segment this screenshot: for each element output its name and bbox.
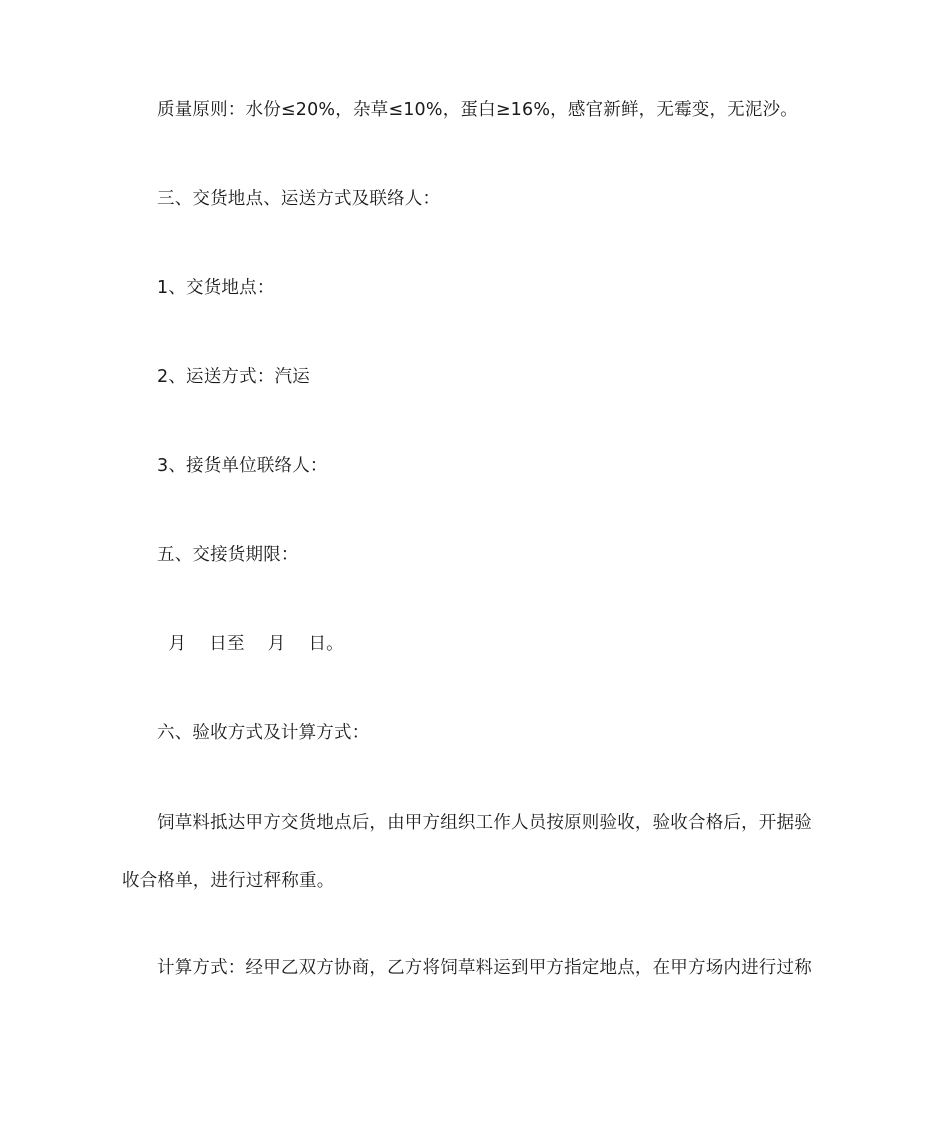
acceptance-paragraph-line-2: 收合格单，进行过秤称重。 <box>122 871 335 891</box>
quality-principle-paragraph: 质量原则：水份≤20%，杂草≤10%，蛋白≥16%，感官新鲜，无霉变，无泥沙。 <box>157 100 798 120</box>
section-5-heading: 五、交接货期限： <box>157 545 299 565</box>
calculation-method-paragraph: 计算方式：经甲乙双方协商，乙方将饲草料运到甲方指定地点，在甲方场内进行过称 <box>157 958 812 978</box>
transport-method-item: 2、运送方式：汽运 <box>157 367 310 387</box>
delivery-location-item: 1、交货地点： <box>157 278 275 298</box>
section-3-heading: 三、交货地点、运送方式及联络人： <box>157 189 441 209</box>
receiving-contact-item: 3、接货单位联络人： <box>157 456 328 476</box>
section-6-heading: 六、验收方式及计算方式： <box>157 723 370 743</box>
delivery-period-line: 月 日至 月 日。 <box>157 634 344 654</box>
acceptance-paragraph-line-1: 饲草料抵达甲方交货地点后，由甲方组织工作人员按原则验收，验收合格后，开据验 <box>157 813 812 833</box>
